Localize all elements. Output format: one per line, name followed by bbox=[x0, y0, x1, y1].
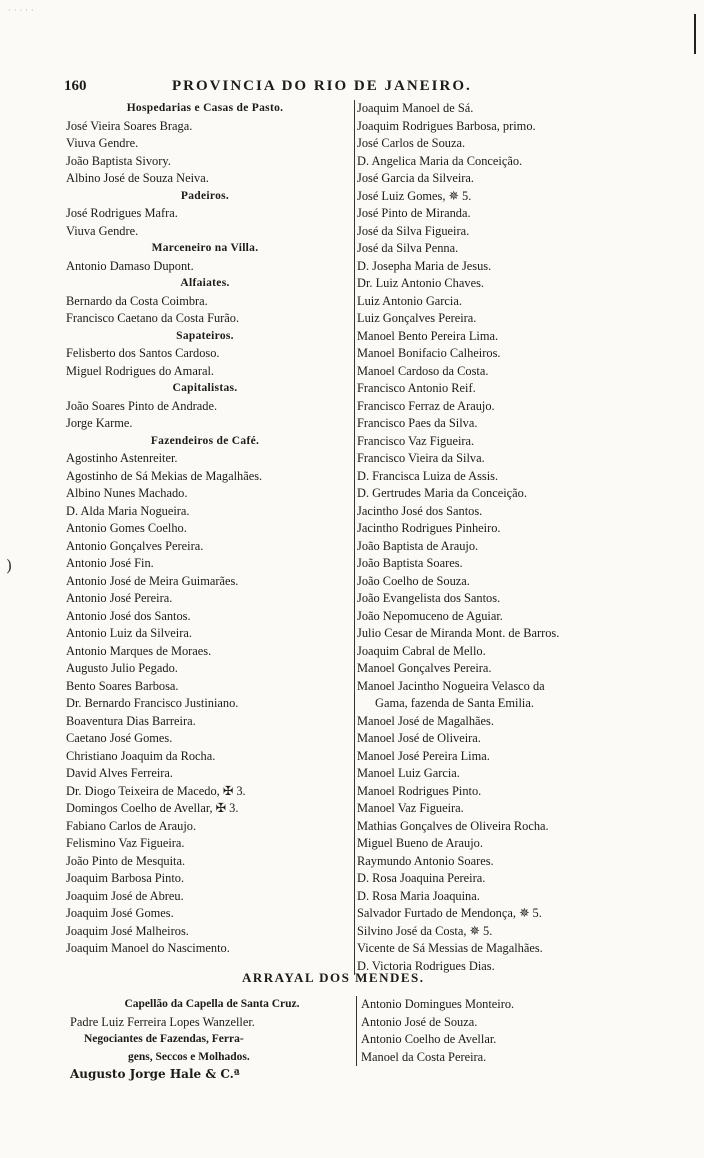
directory-entry: Viuva Gendre. bbox=[66, 223, 139, 238]
directory-entry: João Baptista Sivory. bbox=[66, 153, 171, 168]
directory-entry: João Evangelista dos Santos. bbox=[357, 591, 501, 605]
running-title: PROVINCIA DO RIO DE JANEIRO. bbox=[172, 78, 472, 94]
library-stamp: · · · · · bbox=[8, 6, 34, 16]
directory-entry: Francisco Antonio Reif. bbox=[357, 381, 476, 395]
directory-entry: Manoel Luiz Garcia. bbox=[357, 766, 460, 780]
directory-entry: Manoel Jacintho Nogueira Velasco da bbox=[357, 678, 545, 693]
directory-entry: João Soares Pinto de Andrade. bbox=[66, 398, 218, 413]
directory-entry: Julio Cesar de Miranda Mont. de Barros. bbox=[357, 626, 560, 640]
directory-entry: Miguel Rodrigues do Amaral. bbox=[66, 363, 214, 378]
directory-entry: D. Angelica Maria da Conceição. bbox=[357, 153, 523, 168]
directory-entry: Domingos Coelho de Avellar, ✠ 3. bbox=[66, 801, 239, 815]
directory-entry-continued: Gama, fazenda de Santa Emilia. bbox=[375, 696, 534, 710]
directory-entry: Miguel Bueno de Araujo. bbox=[357, 836, 483, 850]
right-column bbox=[354, 100, 647, 975]
directory-entry: João Coelho de Souza. bbox=[357, 573, 470, 588]
directory-entry: José Luiz Gomes, ✵ 5. bbox=[357, 188, 472, 203]
directory-entry: Silvino José da Costa, ✵ 5. bbox=[357, 923, 493, 938]
directory-entry: Manoel Rodrigues Pinto. bbox=[357, 783, 482, 798]
directory-entry: Jorge Karme. bbox=[66, 416, 133, 430]
directory-entry: Manoel Vaz Figueira. bbox=[357, 801, 464, 815]
firm-entry: Augusto Jorge Hale & C.ª bbox=[70, 1067, 240, 1081]
directory-entry: Antonio José dos Santos. bbox=[66, 608, 191, 623]
section-heading: Hospedarias e Casas de Pasto. bbox=[126, 102, 284, 114]
section-heading: Sapateiros. bbox=[176, 329, 234, 342]
section-heading: Padeiros. bbox=[180, 189, 230, 202]
directory-entry: Boaventura Dias Barreira. bbox=[66, 713, 196, 728]
directory-entry: Antonio José de Meira Guimarães. bbox=[66, 573, 239, 588]
directory-entry: João Baptista Soares. bbox=[357, 556, 463, 570]
directory-entry: Padre Luiz Ferreira Lopes Wanzeller. bbox=[70, 1014, 255, 1029]
arrayal-right-column bbox=[356, 996, 591, 1066]
directory-entry: Joaquim José Gomes. bbox=[66, 906, 174, 920]
directory-entry: Salvador Furtado de Mendonça, ✵ 5. bbox=[357, 906, 542, 920]
directory-entry: D. Alda Maria Nogueira. bbox=[66, 503, 190, 518]
section-heading: Fazendeiros de Café. bbox=[150, 434, 260, 447]
directory-entry: Joaquim Cabral de Mello. bbox=[357, 643, 486, 658]
directory-entry: José Garcia da Silveira. bbox=[357, 171, 474, 185]
directory-entry: José Carlos de Souza. bbox=[357, 136, 466, 150]
directory-entry: Francisco Vieira da Silva. bbox=[357, 451, 485, 465]
directory-entry: Albino Nunes Machado. bbox=[66, 486, 188, 500]
directory-entry: Felismino Vaz Figueira. bbox=[66, 836, 185, 850]
directory-entry: Manoel José de Oliveira. bbox=[357, 731, 481, 745]
directory-entry: Bernardo da Costa Coimbra. bbox=[66, 293, 208, 308]
page-number: 160 bbox=[64, 78, 87, 94]
directory-entry: D. Rosa Joaquina Pereira. bbox=[357, 871, 486, 885]
directory-entry: D. Gertrudes Maria da Conceição. bbox=[357, 486, 527, 500]
directory-entry: Antonio Gonçalves Pereira. bbox=[66, 538, 204, 553]
section-heading: Capellão da Capella de Santa Cruz. bbox=[124, 998, 300, 1010]
directory-entry: Vicente de Sá Messias de Magalhães. bbox=[357, 941, 543, 955]
directory-entry: Antonio José de Souza. bbox=[361, 1014, 478, 1029]
directory-entry: José Pinto de Miranda. bbox=[357, 206, 471, 220]
directory-entry: Raymundo Antonio Soares. bbox=[357, 853, 494, 868]
directory-entry: Manoel da Costa Pereira. bbox=[361, 1049, 487, 1064]
directory-entry: Luiz Gonçalves Pereira. bbox=[357, 311, 477, 325]
directory-entry: David Alves Ferreira. bbox=[66, 766, 174, 780]
directory-entry: Antonio José Pereira. bbox=[66, 591, 173, 605]
directory-entry: Augusto Julio Pegado. bbox=[66, 661, 178, 675]
directory-entry: Jacintho José dos Santos. bbox=[357, 503, 483, 518]
section-heading: Capitalistas. bbox=[172, 382, 238, 394]
directory-entry: Joaquim Manoel do Nascimento. bbox=[66, 941, 230, 955]
directory-entry: Francisco Paes da Silva. bbox=[357, 416, 478, 430]
directory-entry: José Rodrigues Mafra. bbox=[66, 206, 178, 220]
directory-entry: Joaquim José Malheiros. bbox=[66, 923, 189, 938]
directory-entry: Caetano José Gomes. bbox=[66, 731, 173, 745]
directory-entry: Manoel José Pereira Lima. bbox=[357, 748, 490, 763]
directory-entry: João Baptista de Araujo. bbox=[357, 538, 479, 553]
directory-entry: Luiz Antonio Garcia. bbox=[357, 293, 462, 308]
directory-entry: Antonio José Fin. bbox=[66, 556, 154, 570]
directory-entry: Agostinho de Sá Mekias de Magalhães. bbox=[66, 468, 263, 483]
directory-entry: Antonio Domingues Monteiro. bbox=[361, 997, 515, 1011]
directory-entry: João Pinto de Mesquita. bbox=[66, 853, 186, 868]
directory-entry: Felisberto dos Santos Cardoso. bbox=[66, 346, 220, 360]
section-heading: Alfaiates. bbox=[180, 277, 230, 289]
margin-parenthesis: ) bbox=[6, 556, 13, 575]
directory-entry: Christiano Joaquim da Rocha. bbox=[66, 748, 216, 763]
directory-entry: D. Rosa Maria Joaquina. bbox=[357, 888, 480, 903]
directory-entry: Mathias Gonçalves de Oliveira Rocha. bbox=[357, 818, 549, 833]
directory-entry: Manoel Cardoso da Costa. bbox=[357, 363, 489, 378]
section-heading: Marceneiro na Villa. bbox=[151, 242, 259, 254]
directory-entry: Dr. Bernardo Francisco Justiniano. bbox=[66, 696, 239, 710]
directory-entry: Antonio Damaso Dupont. bbox=[66, 258, 194, 273]
directory-entry: Albino José de Souza Neiva. bbox=[66, 171, 209, 185]
directory-entry: Antonio Gomes Coelho. bbox=[66, 521, 187, 535]
directory-entry: Antonio Coelho de Avellar. bbox=[361, 1032, 497, 1046]
directory-entry: Antonio Marques de Moraes. bbox=[66, 643, 212, 658]
directory-entry: Dr. Diogo Teixeira de Macedo, ✠ 3. bbox=[66, 783, 246, 798]
arrayal-left-column bbox=[70, 996, 354, 1084]
place-heading: ARRAYAL DOS MENDES. bbox=[242, 970, 425, 985]
directory-entry: Manoel Bonifacio Calheiros. bbox=[357, 346, 501, 360]
directory-entry: Joaquim Rodrigues Barbosa, primo. bbox=[357, 118, 536, 133]
directory-entry: Joaquim José de Abreu. bbox=[66, 888, 184, 903]
directory-entry: Francisco Vaz Figueira. bbox=[357, 433, 475, 448]
section-heading: Negociantes de Fazendas, Ferra- bbox=[84, 1033, 244, 1045]
directory-entry: Agostinho Astenreiter. bbox=[66, 451, 178, 465]
directory-entry: Manoel Bento Pereira Lima. bbox=[357, 328, 499, 343]
directory-entry: D. Victoria Rodrigues Dias. bbox=[357, 958, 495, 973]
directory-entry: Antonio Luiz da Silveira. bbox=[66, 626, 192, 640]
directory-entry: Manoel José de Magalhães. bbox=[357, 713, 494, 728]
directory-entry: Joaquim Barbosa Pinto. bbox=[66, 871, 185, 885]
directory-entry: Viuva Gendre. bbox=[66, 136, 139, 150]
directory-entry: Jacintho Rodrigues Pinheiro. bbox=[357, 521, 501, 535]
directory-entry: Francisco Ferraz de Araujo. bbox=[357, 398, 495, 413]
section-heading-continued: gens, Seccos e Molhados. bbox=[128, 1050, 250, 1063]
left-column bbox=[66, 100, 344, 958]
directory-entry: D. Josepha Maria de Jesus. bbox=[357, 258, 492, 273]
margin-mark bbox=[694, 14, 696, 54]
directory-entry: D. Francisca Luiza de Assis. bbox=[357, 468, 499, 483]
directory-entry: Francisco Caetano da Costa Furão. bbox=[66, 311, 240, 325]
directory-entry: João Nepomuceno de Aguiar. bbox=[357, 608, 503, 623]
directory-entry: José da Silva Penna. bbox=[357, 241, 459, 255]
directory-entry: Manoel Gonçalves Pereira. bbox=[357, 661, 492, 675]
directory-entry: Joaquim Manoel de Sá. bbox=[357, 101, 474, 115]
directory-entry: Dr. Luiz Antonio Chaves. bbox=[357, 276, 484, 290]
directory-entry: José da Silva Figueira. bbox=[357, 223, 470, 238]
directory-entry: Bento Soares Barbosa. bbox=[66, 678, 179, 693]
directory-entry: José Vieira Soares Braga. bbox=[66, 118, 193, 133]
directory-entry: Fabiano Carlos de Araujo. bbox=[66, 818, 197, 833]
